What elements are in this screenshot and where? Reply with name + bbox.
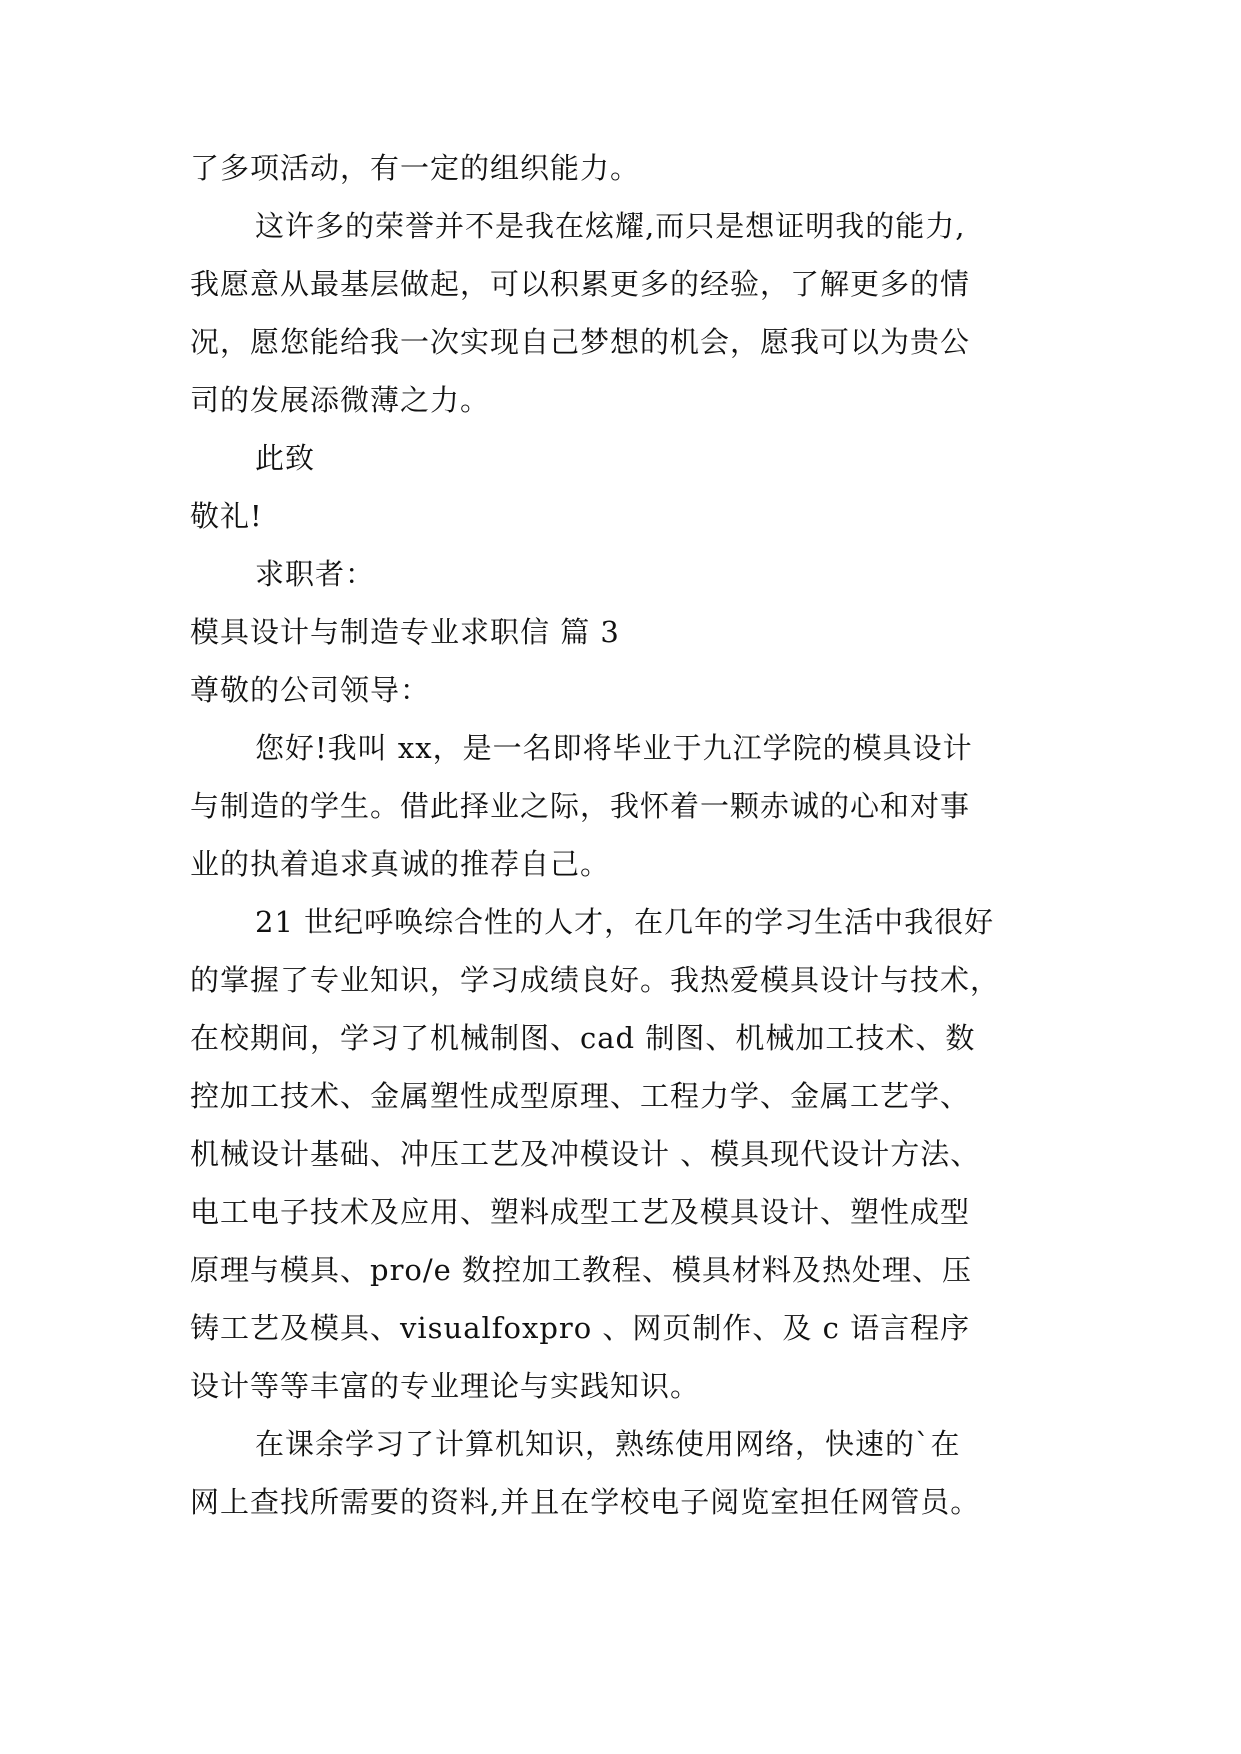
text-line: 控加工技术、金属塑性成型原理、工程力学、金属工艺学、: [190, 1079, 971, 1113]
text-line: 机械设计基础、冲压工艺及冲模设计 、模具现代设计方法、: [190, 1137, 981, 1171]
signature-label: 求职者：: [255, 557, 376, 591]
text-line: 21 世纪呼唤综合性的人才，在几年的学习生活中我很好: [255, 905, 995, 939]
text-line: 设计等等丰富的专业理论与实践知识。: [190, 1369, 701, 1403]
text-line: 况，愿您能给我一次实现自己梦想的机会，愿我可以为贵公: [190, 325, 971, 359]
text-line: 电工电子技术及应用、塑料成型工艺及模具设计、塑性成型: [190, 1195, 971, 1229]
text-line: 这许多的荣誉并不是我在炫耀,而只是想证明我的能力,: [255, 209, 966, 243]
text-line: 业的执着追求真诚的推荐自己。: [190, 847, 611, 881]
text-line: 我愿意从最基层做起，可以积累更多的经验，了解更多的情: [190, 267, 971, 301]
text-line: 原理与模具、pro/e 数控加工教程、模具材料及热处理、压: [190, 1253, 973, 1287]
closing-regards: 敬礼!: [190, 499, 263, 533]
text-line: 的掌握了专业知识，学习成绩良好。我热爱模具设计与技术，: [190, 963, 1001, 997]
text-line: 了多项活动，有一定的组织能力。: [190, 151, 641, 185]
text-line: 您好!我叫 xx，是一名即将毕业于九江学院的模具设计: [255, 731, 973, 765]
closing-salutation: 此致: [255, 441, 316, 475]
text-line: 铸工艺及模具、visualfoxpro 、网页制作、及 c 语言程序: [190, 1311, 971, 1345]
text-line: 与制造的学生。借此择业之际，我怀着一颗赤诚的心和对事: [190, 789, 971, 823]
text-line: 网上查找所需要的资料,并且在学校电子阅览室担任网管员。: [190, 1485, 981, 1519]
text-line: 在课余学习了计算机知识，熟练使用网络，快速的`在: [255, 1427, 961, 1461]
letter-greeting: 尊敬的公司领导：: [190, 673, 431, 707]
text-line: 在校期间，学习了机械制图、cad 制图、机械加工技术、数: [190, 1021, 976, 1055]
section-heading: 模具设计与制造专业求职信 篇 3: [190, 615, 620, 649]
text-line: 司的发展添微薄之力。: [190, 383, 491, 417]
